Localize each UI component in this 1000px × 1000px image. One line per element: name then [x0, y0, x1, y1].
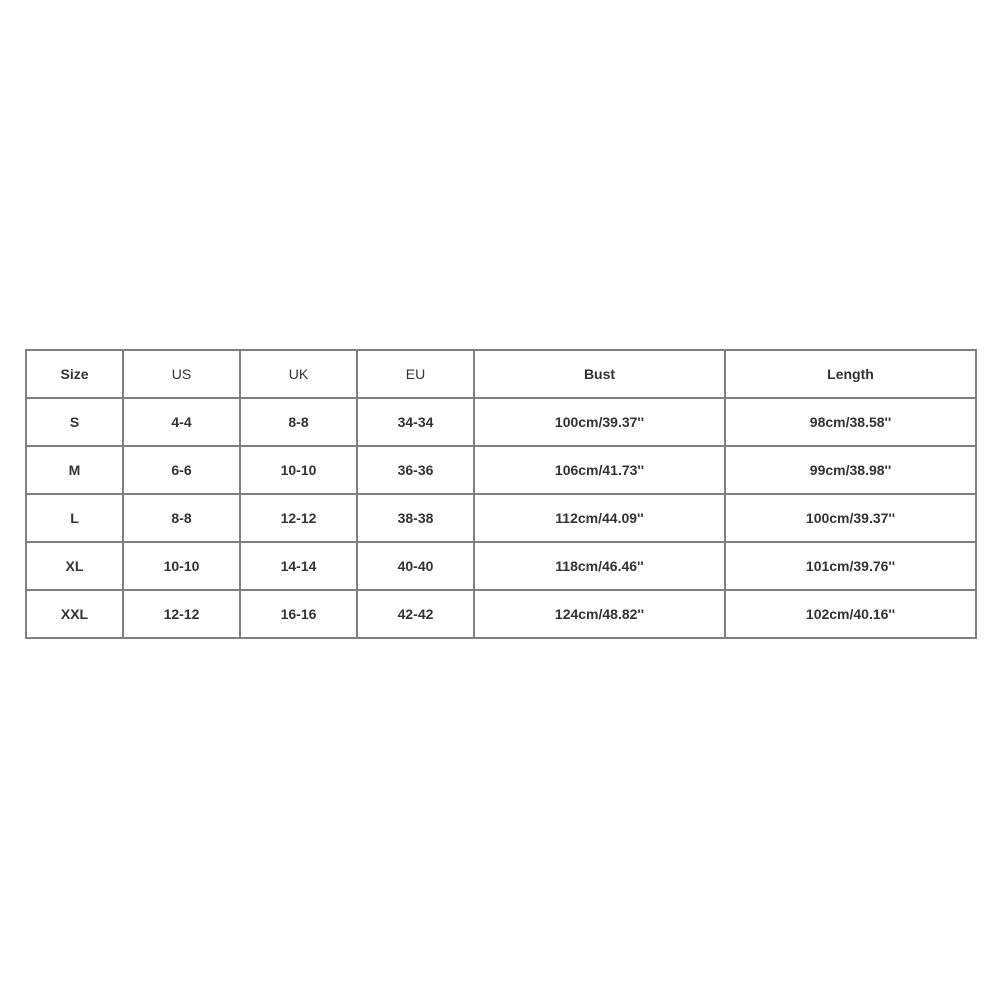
cell-us: 6-6: [123, 446, 240, 494]
cell-size: XXL: [26, 590, 123, 638]
table-row: [26, 446, 976, 494]
cell-us: 4-4: [123, 398, 240, 446]
header-size: Size: [26, 350, 123, 398]
cell-us: 12-12: [123, 590, 240, 638]
header-length: Length: [725, 350, 976, 398]
cell-eu: 38-38: [357, 494, 474, 542]
cell-uk: 12-12: [240, 494, 357, 542]
cell-uk: 14-14: [240, 542, 357, 590]
cell-length: 98cm/38.58'': [725, 398, 976, 446]
size-chart-header: [26, 350, 976, 398]
header-uk: UK: [240, 350, 357, 398]
cell-size: L: [26, 494, 123, 542]
header-bust: Bust: [474, 350, 725, 398]
cell-uk: 16-16: [240, 590, 357, 638]
cell-bust: 106cm/41.73'': [474, 446, 725, 494]
cell-length: 101cm/39.76'': [725, 542, 976, 590]
cell-eu: 42-42: [357, 590, 474, 638]
size-chart-body: [26, 398, 976, 638]
cell-bust: 100cm/39.37'': [474, 398, 725, 446]
cell-size: XL: [26, 542, 123, 590]
cell-length: 100cm/39.37'': [725, 494, 976, 542]
table-row: [26, 398, 976, 446]
table-row: [26, 590, 976, 638]
header-eu: EU: [357, 350, 474, 398]
cell-us: 8-8: [123, 494, 240, 542]
cell-size: S: [26, 398, 123, 446]
table-row: [26, 542, 976, 590]
cell-bust: 124cm/48.82'': [474, 590, 725, 638]
cell-uk: 8-8: [240, 398, 357, 446]
header-us: US: [123, 350, 240, 398]
cell-length: 102cm/40.16'': [725, 590, 976, 638]
cell-bust: 118cm/46.46'': [474, 542, 725, 590]
size-chart-table: [25, 349, 977, 639]
cell-eu: 34-34: [357, 398, 474, 446]
cell-uk: 10-10: [240, 446, 357, 494]
table-row: [26, 494, 976, 542]
cell-length: 99cm/38.98'': [725, 446, 976, 494]
header-row: [26, 350, 976, 398]
cell-eu: 36-36: [357, 446, 474, 494]
cell-size: M: [26, 446, 123, 494]
cell-eu: 40-40: [357, 542, 474, 590]
cell-us: 10-10: [123, 542, 240, 590]
cell-bust: 112cm/44.09'': [474, 494, 725, 542]
